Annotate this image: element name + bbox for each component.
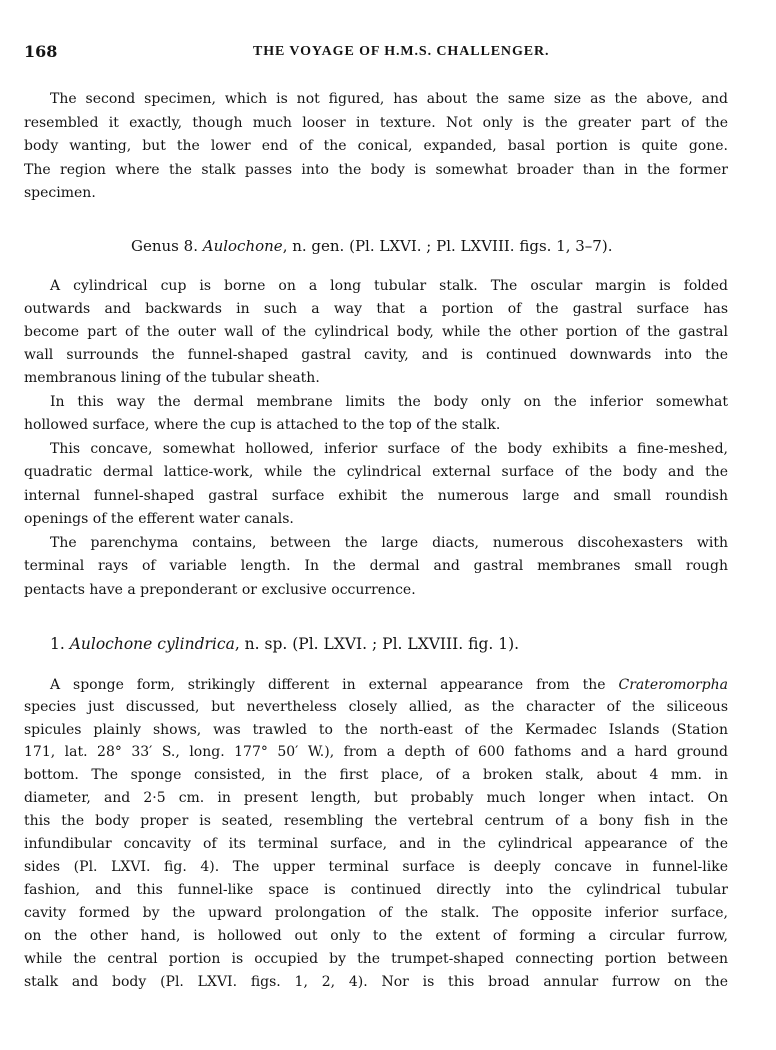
text-line [50,392,728,412]
text-line [24,880,728,900]
text-segment: sides (Pl. LXVI. fig. 4). The upper terminal surface is deeply concave in funnel-like [24,859,728,875]
text-line [24,556,728,576]
text-segment: diameter, and 2·5 cm. in present length, but probably much longer when intact. On [24,790,728,806]
text-segment: 171, lat. 28° 33′ S., long. 177° 50′ W.), from a depth of 600 fathoms and a hard ground [24,744,728,760]
text-line [24,136,728,156]
text-segment: body wanting, but the lower end of the conical, expanded, basal portion is quite gone. [24,138,728,154]
text-line [24,486,728,506]
text-line [24,368,320,388]
text-segment: outwards and backwards in such a way that a portion of the gastral surface has [24,301,728,317]
italic-term: Aulochone cylindrica [69,635,235,653]
text-line [24,926,728,946]
text-segment: infundibular concavity of its terminal surface, and in the cylindrical appearance of the [24,836,728,852]
text-segment: 1. [50,635,70,653]
text-line [24,113,728,133]
text-segment: , n. gen. (Pl. LXVI. ; Pl. LXVIII. figs. 1, 3–7). [282,237,613,255]
text-segment: become part of the outer wall of the cylindrical body, while the other portion of the gastral [24,324,728,340]
text-line [24,183,96,203]
text-line [24,299,728,319]
text-segment: quadratic dermal lattice-work, while the cylindrical external surface of the body and the [24,464,728,480]
text-line [24,834,728,854]
text-segment: on the other hand, is hollowed out only to the extent of forming a circular furrow, [24,928,728,944]
text-line [24,949,728,969]
italic-term: Crateromorpha [618,677,728,693]
text-segment: A cylindrical cup is borne on a long tubular stalk. The oscular margin is folded [50,278,728,294]
text-line [24,462,728,482]
text-line [24,160,728,180]
page-header [24,42,728,66]
text-segment: stalk and body (Pl. LXVI. figs. 1, 2, 4). Nor is this broad annular furrow on the [24,974,728,990]
text-segment: species just discussed, but nevertheless closely allied, as the character of the siliceous [24,699,728,715]
text-line [24,857,728,877]
text-line [24,811,728,831]
text-line [50,439,728,459]
text-line [24,765,728,785]
text-segment: The parenchyma contains, between the large diacts, numerous discohexasters with [50,535,728,551]
text-segment: this the body proper is seated, resembling the vertebral centrum of a bony fish in the [24,813,728,829]
text-segment: Genus 8. [131,237,203,255]
text-line [24,509,294,529]
text-line [24,972,728,992]
text-segment: internal funnel-shaped gastral surface exhibit the numerous large and small roundish [24,488,728,504]
text-line [131,236,612,256]
text-segment: cavity formed by the upward prolongation of the stalk. The opposite inferior surface, [24,905,728,921]
text-line [24,580,416,600]
text-segment: bottom. The sponge consisted, in the first place, of a broken stalk, about 4 mm. in [24,767,728,783]
text-segment: spicules plainly shows, was trawled to the north-east of the Kermadec Islands (Station [24,722,728,738]
text-segment: In this way the dermal membrane limits the body only on the inferior somewhat [50,394,728,410]
text-segment: A sponge form, strikingly different in external appearance from the [50,677,619,693]
text-line [24,742,728,762]
text-segment: pentacts have a preponderant or exclusive occurrence. [24,582,416,598]
text-segment: while the central portion is occupied by the trumpet-shaped connecting portion between [24,951,728,967]
text-segment: hollowed surface, where the cup is attached to the top of the stalk. [24,417,501,433]
text-segment: The region where the stalk passes into the body is somewhat broader than in the former [24,162,728,178]
text-segment: membranous lining of the tubular sheath. [24,370,320,386]
text-line [50,634,519,654]
text-segment: The second specimen, which is not figured, has about the same size as the above, and [50,91,728,107]
text-line [50,276,728,296]
page-number: 168 [24,42,58,61]
text-segment: specimen. [24,185,96,201]
text-segment: openings of the efferent water canals. [24,511,294,527]
text-segment: resembled it exactly, though much looser in texture. Not only is the greater part of the [24,115,728,131]
running-title: THE VOYAGE OF H.M.S. CHALLENGER. [253,44,550,59]
text-line [24,415,500,435]
text-line [24,903,728,923]
text-line [50,675,728,695]
text-segment: , n. sp. (Pl. LXVI. ; Pl. LXVIII. fig. 1). [234,635,520,653]
text-line [50,533,728,553]
text-line [50,89,728,109]
text-segment: wall surrounds the funnel-shaped gastral cavity, and is continued downwards into the [24,347,728,363]
text-line [24,720,728,740]
text-segment: fashion, and this funnel-like space is continued directly into the cylindrical tubular [24,882,728,898]
text-line [24,345,728,365]
text-segment: terminal rays of variable length. In the dermal and gastral membranes small rough [24,558,728,574]
text-segment: This concave, somewhat hollowed, inferior surface of the body exhibits a fine-meshed, [50,441,728,457]
text-line [24,788,728,808]
text-line [24,697,728,717]
italic-term: Aulochone [202,237,283,255]
text-line [24,322,728,342]
